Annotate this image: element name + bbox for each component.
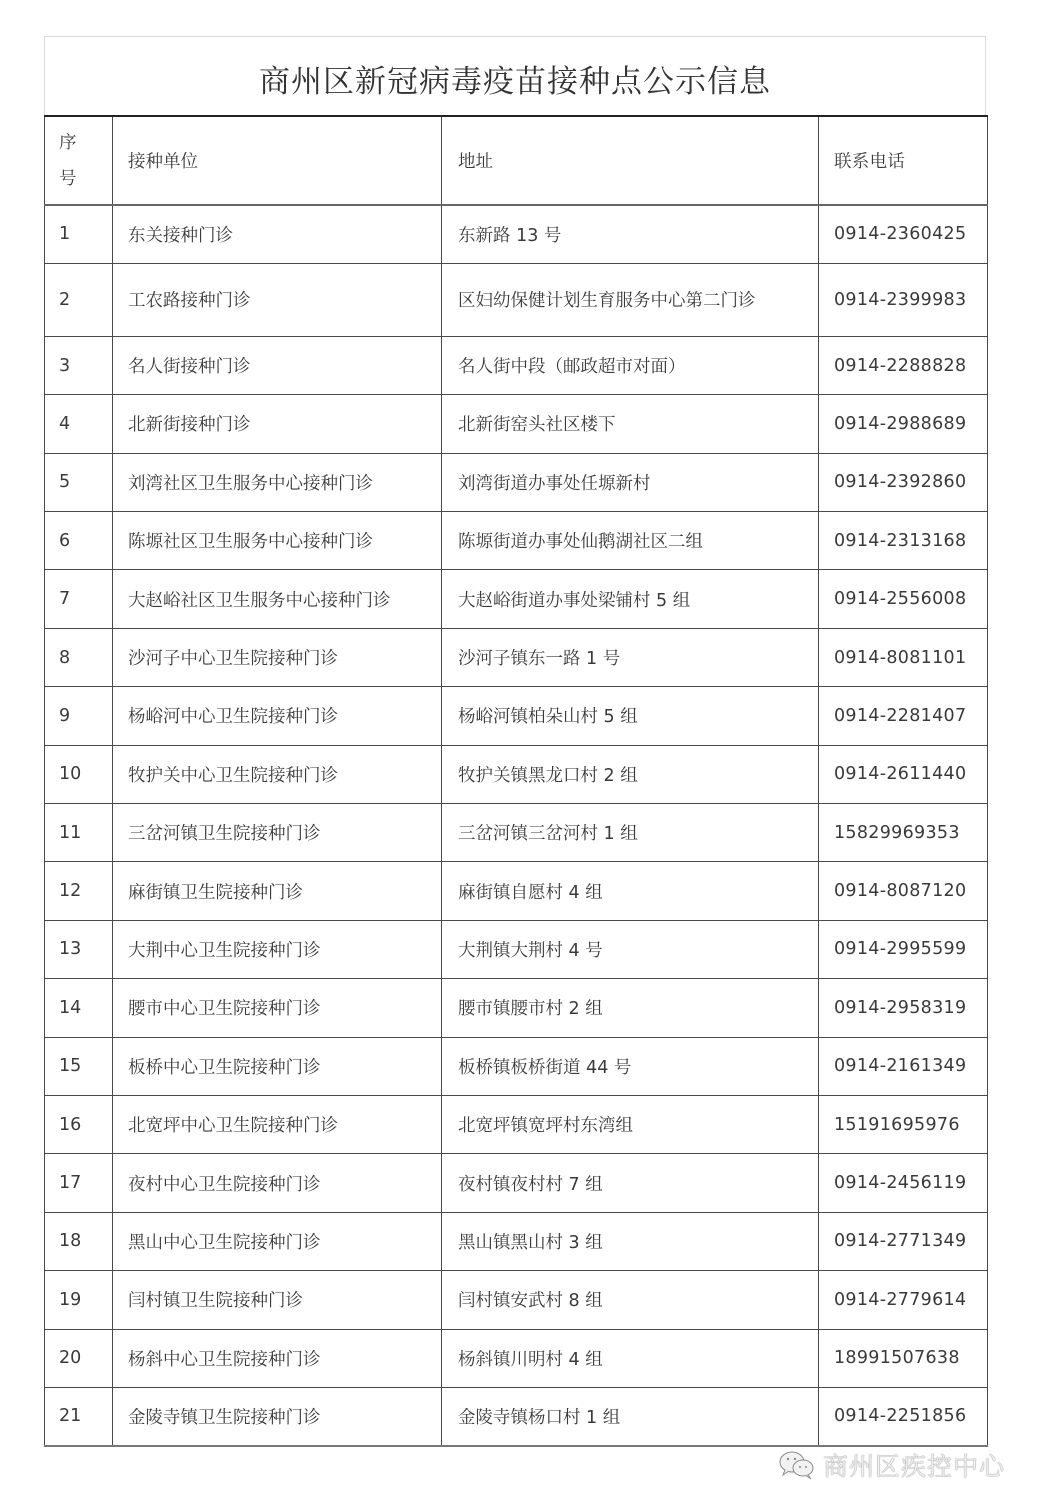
cell-unit: 三岔河镇卫生院接种门诊 [113,804,442,862]
cell-address: 沙河子镇东一路 1 号 [442,628,819,686]
cell-phone: 0914-2281407 [819,687,988,745]
table-row [45,804,988,862]
cell-seq: 7 [45,570,113,628]
cell-unit: 夜村中心卫生院接种门诊 [113,1154,442,1212]
cell-seq: 6 [45,512,113,570]
cell-address: 杨峪河镇柏朵山村 5 组 [442,687,819,745]
cell-unit: 麻街镇卫生院接种门诊 [113,862,442,920]
cell-unit: 杨斜中心卫生院接种门诊 [113,1329,442,1387]
cell-seq: 18 [45,1212,113,1270]
cell-phone: 0914-2360425 [819,205,988,263]
table-row [45,205,988,263]
table-row [45,628,988,686]
cell-seq: 9 [45,687,113,745]
cell-unit: 大赵峪社区卫生服务中心接种门诊 [113,570,442,628]
header-address: 地址 [442,116,819,205]
table-header-row [45,116,988,205]
cell-phone: 0914-2779614 [819,1271,988,1329]
cell-phone: 0914-2251856 [819,1387,988,1445]
cell-address: 牧护关镇黑龙口村 2 组 [442,745,819,803]
cell-phone: 0914-2611440 [819,745,988,803]
cell-unit: 北宽坪中心卫生院接种门诊 [113,1095,442,1153]
cell-phone: 18991507638 [819,1329,988,1387]
cell-address: 三岔河镇三岔河村 1 组 [442,804,819,862]
cell-unit: 东关接种门诊 [113,205,442,263]
cell-address: 闫村镇安武村 8 组 [442,1271,819,1329]
table-row [45,453,988,511]
watermark [777,1447,1005,1483]
cell-phone: 0914-2556008 [819,570,988,628]
cell-seq: 2 [45,263,113,336]
cell-phone: 0914-2958319 [819,979,988,1037]
cell-address: 夜村镇夜村村 7 组 [442,1154,819,1212]
cell-unit: 陈塬社区卫生服务中心接种门诊 [113,512,442,570]
cell-seq: 3 [45,336,113,394]
cell-address: 区妇幼保健计划生育服务中心第二门诊 [442,263,819,336]
cell-address: 东新路 13 号 [442,205,819,263]
header-seq [45,116,113,205]
cell-seq: 16 [45,1095,113,1153]
cell-seq: 15 [45,1037,113,1095]
vaccination-sites-table [44,115,988,1447]
cell-address: 陈塬街道办事处仙鹅湖社区二组 [442,512,819,570]
cell-phone: 0914-2313168 [819,512,988,570]
header-unit: 接种单位 [113,116,442,205]
cell-phone: 0914-2161349 [819,1037,988,1095]
cell-phone: 15829969353 [819,804,988,862]
cell-phone: 0914-2995599 [819,920,988,978]
table-row [45,1212,988,1270]
table-row [45,395,988,453]
cell-address: 刘湾街道办事处任塬新村 [442,453,819,511]
table-row [45,1095,988,1153]
cell-phone: 0914-2288828 [819,336,988,394]
cell-seq: 17 [45,1154,113,1212]
cell-address: 大赵峪街道办事处梁铺村 5 组 [442,570,819,628]
cell-address: 杨斜镇川明村 4 组 [442,1329,819,1387]
cell-seq: 13 [45,920,113,978]
cell-phone: 0914-8087120 [819,862,988,920]
cell-seq: 1 [45,205,113,263]
cell-seq: 11 [45,804,113,862]
table-row [45,1329,988,1387]
cell-address: 黑山镇黑山村 3 组 [442,1212,819,1270]
table-row [45,1037,988,1095]
table-row [45,1271,988,1329]
table-row [45,979,988,1037]
header-seq-line1: 序 [59,132,77,153]
cell-address: 北新街窑头社区楼下 [442,395,819,453]
table-row [45,687,988,745]
cell-seq: 8 [45,628,113,686]
cell-seq: 4 [45,395,113,453]
cell-seq: 21 [45,1387,113,1445]
cell-unit: 牧护关中心卫生院接种门诊 [113,745,442,803]
cell-unit: 名人街接种门诊 [113,336,442,394]
cell-seq: 20 [45,1329,113,1387]
watermark-text: 商州区疾控中心 [823,1452,1006,1481]
cell-phone: 0914-2392860 [819,453,988,511]
cell-address: 金陵寺镇杨口村 1 组 [442,1387,819,1445]
cell-address: 腰市镇腰市村 2 组 [442,979,819,1037]
wechat-icon [777,1449,817,1481]
cell-phone: 0914-2456119 [819,1154,988,1212]
page-title: 商州区新冠病毒疫苗接种点公示信息 [259,63,771,100]
cell-seq: 19 [45,1271,113,1329]
cell-address: 板桥镇板桥街道 44 号 [442,1037,819,1095]
cell-unit: 板桥中心卫生院接种门诊 [113,1037,442,1095]
table-row [45,1154,988,1212]
cell-seq: 5 [45,453,113,511]
cell-seq: 14 [45,979,113,1037]
cell-unit: 杨峪河中心卫生院接种门诊 [113,687,442,745]
table-row [45,512,988,570]
table-row [45,745,988,803]
cell-seq: 12 [45,862,113,920]
title-box [44,36,986,115]
cell-unit: 闫村镇卫生院接种门诊 [113,1271,442,1329]
table-row [45,1387,988,1445]
cell-address: 名人街中段（邮政超市对面） [442,336,819,394]
table-row [45,263,988,336]
header-seq-line2: 号 [59,168,77,189]
cell-address: 北宽坪镇宽坪村东湾组 [442,1095,819,1153]
cell-address: 麻街镇自愿村 4 组 [442,862,819,920]
table-row [45,862,988,920]
cell-unit: 北新街接种门诊 [113,395,442,453]
cell-seq: 10 [45,745,113,803]
cell-unit: 沙河子中心卫生院接种门诊 [113,628,442,686]
cell-unit: 黑山中心卫生院接种门诊 [113,1212,442,1270]
cell-phone: 15191695976 [819,1095,988,1153]
cell-unit: 刘湾社区卫生服务中心接种门诊 [113,453,442,511]
cell-phone: 0914-8081101 [819,628,988,686]
cell-unit: 工农路接种门诊 [113,263,442,336]
header-phone: 联系电话 [819,116,988,205]
cell-unit: 金陵寺镇卫生院接种门诊 [113,1387,442,1445]
table-row [45,570,988,628]
cell-address: 大荆镇大荆村 4 号 [442,920,819,978]
cell-phone: 0914-2399983 [819,263,988,336]
table-row [45,920,988,978]
cell-unit: 腰市中心卫生院接种门诊 [113,979,442,1037]
cell-phone: 0914-2988689 [819,395,988,453]
table-row [45,336,988,394]
cell-phone: 0914-2771349 [819,1212,988,1270]
cell-unit: 大荆中心卫生院接种门诊 [113,920,442,978]
